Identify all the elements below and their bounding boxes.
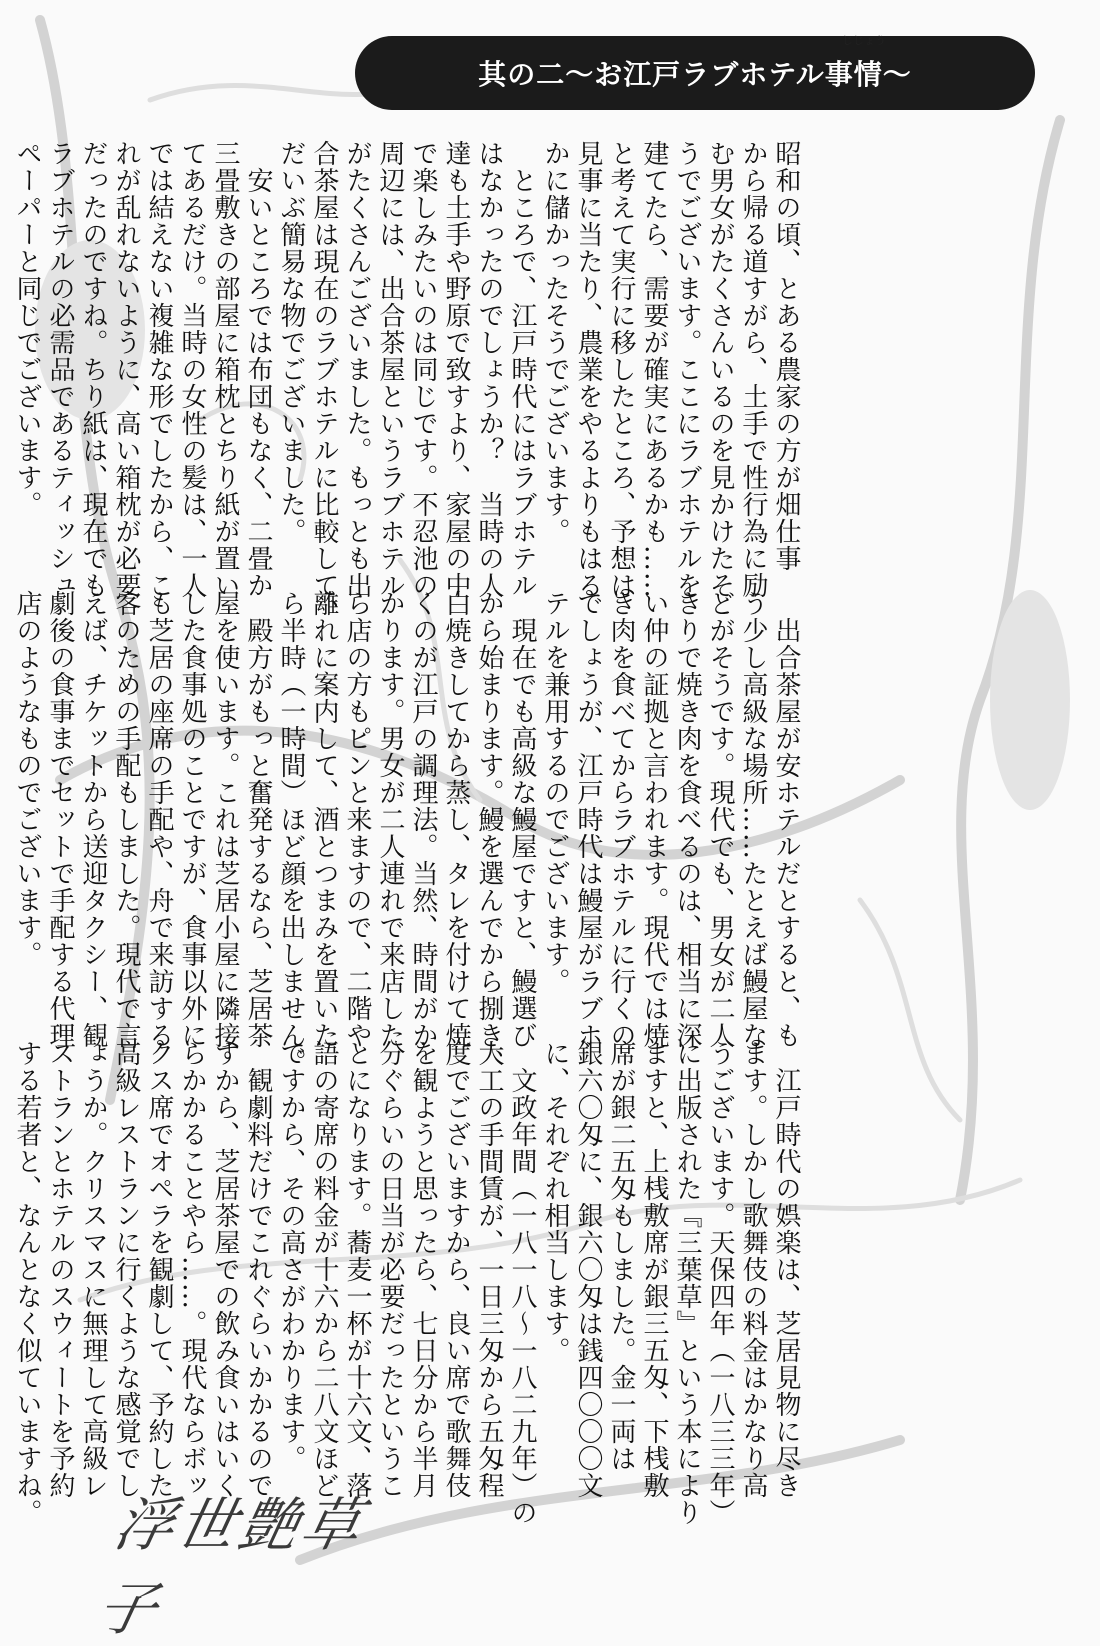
brush-signature bbox=[90, 1478, 408, 1643]
chapter-title: 其の二〜お江戸ラブホテル事情〜 bbox=[478, 58, 912, 91]
signature-text: 浮世艶草子 bbox=[90, 1491, 372, 1643]
chapter-title-bar bbox=[355, 36, 1035, 110]
text-block-middle: 出合茶屋が安ホテルだとすると、も う少し高級な場所……たとえば鰻屋な どがそうです。現代でも、男女が二人 きりで焼き肉を食べるのは、相当に深 い仲の証拠と言われます。現代では焼 き肉を食べてからラブホテルに行くの でしょうが、江戸時代は鰻屋がラブホ テルを兼用するのでございます。 現在でも高級な鰻屋ですと、鰻選び から始まります。鰻を選んでから捌き、 白焼きしてから蒸し、タレを付けて焼 くのが江戸の調理法。当然、時間がか かります。男女が二人連れで来店した ら店の方もピンと来ますので、二階や 離れに案内して、酒とつまみを置いた ら半時（一時間）ほど顔を出しません。 殿方がもっと奮発するなら、芝居茶 屋を使います。これは芝居小屋に隣接 した食事処のことですが、食事以外に も芝居の座席の手配や、舟で来訪する 客のための手配もしました。現代で言 えば、チケットから送迎タクシー、観 劇後の食事までセットで手配する代理 店のようなものでございます。 bbox=[12, 590, 801, 1076]
text-block-lower: 江戸時代の娯楽は、芝居見物に尽き ます。しかし歌舞伎の料金はかなり高 うございます。天保四年（一八三三年） に出版された『三葉草』という本により ますと、上桟敷席が銀三五匁、下桟敷 席が銀二五匁もしました。金一両は 銀六〇匁に、銀六〇匁は銭四〇〇〇文 に、それぞれ相当します。 文政年間（一八一八〜一八二九年）の 大工の手間賃が、一日三匁から五匁程 度でございますから、良い席で歌舞伎 を観ようと思ったら、七日分から半月 分ぐらいの日当が必要だったというこ とになります。蕎麦一杯が十六文、落 語の寄席の料金が十六から二八文ほど ですから、その高さがわかります。 観劇料だけでこれぐらいかかるので すから、芝居茶屋での飲み食いはいく らかかることやら……。現代ならボッ クス席でオペラを観劇して、予約した 高級レストランに行くような感覚でし ょうか。クリスマスに無理して高級レ ストランとホテルのスウィートを予約 する若者と、なんとなく似ていますね。 bbox=[12, 1040, 801, 1526]
text-block-upper: 昭和の頃、とある農家の方が畑仕事 から帰る道すがら、土手で性行為に励 む男女がたくさんいるのを見かけたそ うでございます。ここにラブホテルを 建てたら、需要が確実にあるかも…… と考えて実行に移したところ、予想は 見事に当たり、農業をやるよりもはる かに儲かったそうでございます。 ところで、江戸時代にはラブホテル はなかったのでしょうか？ 当時の人 達も土手や野原で致すより、家屋の中 で楽しみたいのは同じです。不忍池の 周辺には、出合茶屋というラブホテル がたくさんございました。もっとも出 合茶屋は現在のラブホテルに比較して、 だいぶ簡易な物でございました。 安いところでは布団もなく、二畳か 三畳敷きの部屋に箱枕とちり紙が置い てあるだけ。当時の女性の髪は、一人 では結えない複雑な形でしたから、こ れが乱れないように、高い箱枕が必要 だったのですね。ちり紙は、現在でも ラブホテルの必需品であるティッシュ ペーパーと同じでございます。 bbox=[12, 140, 801, 626]
title-furigana: じじょう bbox=[842, 34, 886, 47]
